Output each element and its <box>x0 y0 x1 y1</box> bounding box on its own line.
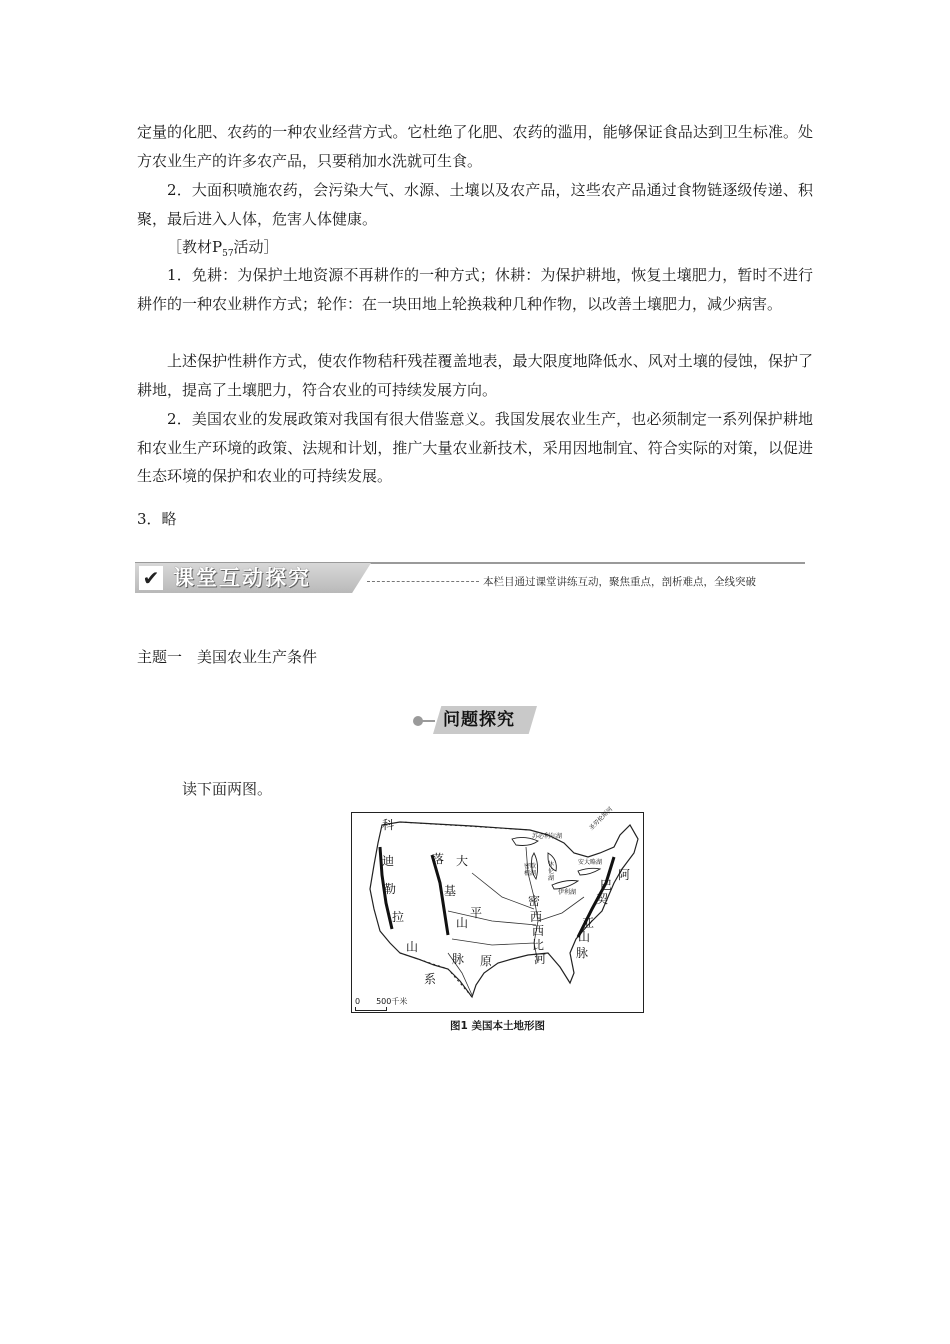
map-scale-bar <box>355 1007 387 1011</box>
map-label: 安大略湖 <box>578 859 603 866</box>
badge-label: 问题探究 <box>443 710 515 730</box>
banner-subtitle: 本栏目通过课堂讲练互动，聚焦重点，剖析难点，全线突破 <box>483 576 756 588</box>
map-label: 山 <box>406 940 419 954</box>
us-terrain-map <box>351 805 644 1013</box>
map-label: 落 <box>432 852 445 866</box>
badge-dot-icon <box>413 716 423 726</box>
banner-dash-line <box>367 581 479 582</box>
map-label: 迪 <box>382 854 395 868</box>
figure-caption: 图1 美国本土地形图 <box>450 1020 545 1032</box>
map-label: 勒 <box>384 882 397 896</box>
map-label: 山 <box>578 930 591 944</box>
badge-line <box>421 720 435 722</box>
topic-heading: 主题一 美国农业生产条件 <box>137 648 318 666</box>
map-label: 拉 <box>392 910 405 924</box>
map-label: 伊利湖 <box>558 889 577 896</box>
map-label: 基 <box>444 884 457 898</box>
paragraph-2: 2．大面积喷施农药，会污染大气、水源、土壤以及农产品，这些农产品通过食物链逐级传递、积聚，最后进入人体，危害人体健康。 <box>137 181 813 228</box>
read-instruction: 读下面两图。 <box>182 780 273 798</box>
map-label: 山 <box>456 916 469 930</box>
map-label: 脉 <box>576 946 589 960</box>
map-label: 比 <box>532 938 545 952</box>
map-label: 平 <box>470 906 483 920</box>
map-label: 脉 <box>452 952 465 966</box>
paragraph-4: 上述保护性耕作方式，使农作物秸秆残茬覆盖地表，最大限度地降低水、风对土壤的侵蚀，保护了耕地，提高了土壤肥力，符合农业的可持续发展方向。 <box>137 352 813 399</box>
map-label: 西 <box>530 910 543 924</box>
question-badge <box>413 706 537 734</box>
map-label: 苏必利尔湖 <box>532 833 563 840</box>
checkmark-icon: ✔ <box>139 566 163 590</box>
map-scale-text: 0 500千米 <box>355 997 408 1006</box>
map-label: 密 <box>528 894 541 908</box>
map-label: 密歇根湖 <box>524 863 537 877</box>
mississippi-river <box>448 847 584 963</box>
map-label: 亚 <box>582 916 595 930</box>
us-outline <box>370 822 638 997</box>
map-label: 原 <box>480 954 493 968</box>
section-banner <box>135 562 805 594</box>
map-label: 河 <box>534 952 547 966</box>
paragraph-3: 1．免耕：为保护土地资源不再耕作的一种方式；休耕：为保护耕地，恢复土壤肥力，暂时不进行耕作的一种农业耕作方式；轮作：在一块田地上轮换栽种几种作物，以改善土壤肥力，减少病害。 <box>137 266 813 313</box>
map-label: 系 <box>424 972 437 986</box>
textbook-activity-heading: ［教材$P_{57}$活动］ <box>167 238 279 259</box>
map-label: 契 <box>596 892 609 906</box>
map-label: 巴 <box>600 878 613 892</box>
map-label: 休伦湖 <box>548 861 555 882</box>
map-label: 西 <box>532 924 545 938</box>
map-label: 阿 <box>618 868 631 882</box>
paragraph-6: 3．略 <box>137 510 177 528</box>
map-label: 圣劳伦斯河 <box>588 805 615 832</box>
paragraph-5: 2．美国农业的发展政策对我国有很大借鉴意义。我国发展农业生产，也必须制定一系列保护耕地和农业生产环境的政策、法规和计划，推广大量农业新技术，采用因地制宜、符合实际的对策，以促进生态环境的保护和农业的可持续发展。 <box>137 410 813 485</box>
paragraph-1: 定量的化肥、农药的一种农业经营方式。它杜绝了化肥、农药的滥用，能够保证食品达到卫生标准。处方农业生产的许多农产品，只要稍加水洗就可生食。 <box>137 123 813 170</box>
map-label: 大 <box>456 854 469 868</box>
map-label: 科 <box>382 818 395 832</box>
banner-title: 课堂互动探究 <box>173 566 311 590</box>
